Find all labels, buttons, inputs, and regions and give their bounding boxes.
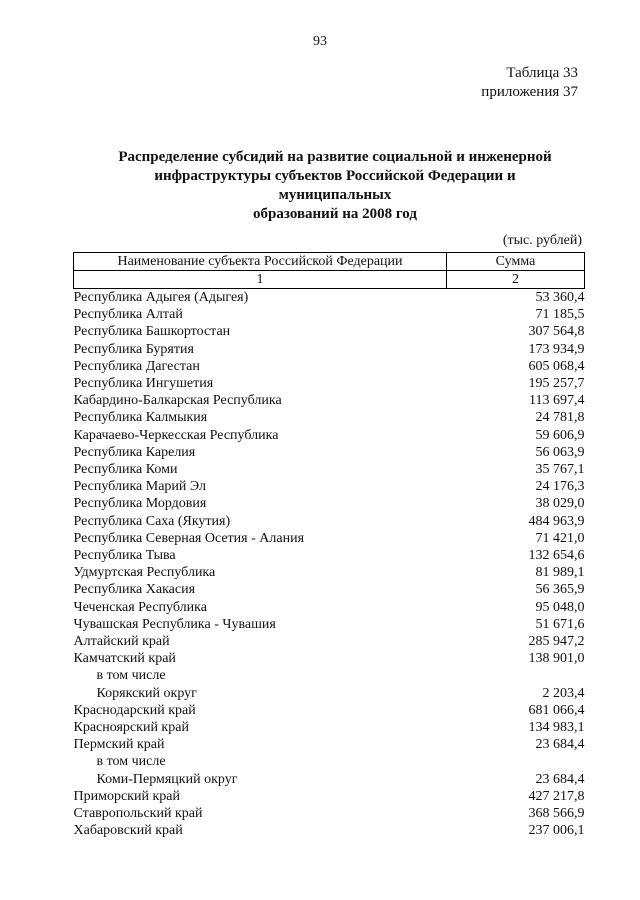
row-value: 59 606,9 (535, 427, 585, 443)
row-name: Республика Бурятия (73, 341, 194, 357)
header-sum: Сумма (447, 253, 585, 271)
row-value: 237 006,1 (528, 823, 585, 839)
table-row (74, 771, 585, 788)
table-row (74, 306, 585, 323)
document-title (100, 148, 570, 224)
row-name: Республика Дагестан (73, 358, 200, 374)
row-name: Республика Коми (73, 462, 178, 478)
row-value: 681 066,4 (528, 702, 585, 718)
table-row (74, 530, 585, 547)
row-value: 24 176,3 (535, 479, 585, 495)
row-value: 35 767,1 (535, 462, 585, 478)
row-name: Республика Адыгея (Адыгея) (73, 290, 249, 305)
row-name: Карачаево-Черкесская Республика (73, 427, 279, 443)
row-value: 173 934,9 (528, 341, 585, 357)
row-name: Коми-Пермяцкий округ (96, 771, 238, 787)
row-name: Корякский округ (96, 685, 197, 701)
column-number-1: 1 (74, 271, 447, 289)
row-name: Республика Саха (Якутия) (73, 513, 231, 529)
row-value: 605 068,4 (528, 358, 585, 374)
row-name: Ставропольский край (73, 806, 203, 822)
table-row (74, 323, 585, 340)
row-value: 23 684,4 (535, 737, 585, 753)
table-row (74, 753, 585, 770)
row-name: Республика Калмыкия (73, 410, 208, 426)
row-value: 71 185,5 (535, 307, 585, 323)
row-value: 56 063,9 (535, 444, 585, 460)
table-row (74, 719, 585, 736)
row-name: Республика Алтай (73, 307, 183, 323)
table-reference-line1: Таблица 33 (506, 65, 578, 81)
column-number-2: 2 (447, 271, 585, 289)
row-value: 427 217,8 (528, 788, 585, 804)
row-value: 95 048,0 (535, 599, 585, 615)
row-value: 2 203,4 (542, 685, 585, 701)
table-body (74, 289, 585, 840)
units-label: (тыс. рублей) (502, 233, 582, 248)
row-name: Камчатский край (73, 651, 176, 667)
row-name: в том числе (96, 754, 166, 770)
document-title-line3: образований на 2008 год (253, 206, 417, 222)
row-name: Республика Северная Осетия - Алания (73, 530, 305, 546)
row-value: 51 671,6 (535, 616, 585, 632)
table-row (74, 495, 585, 512)
column-number-row (74, 271, 585, 289)
row-value (447, 667, 585, 684)
row-name: Республика Ингушетия (73, 376, 214, 392)
row-value (447, 753, 585, 770)
row-name: Кабардино-Балкарская Республика (73, 393, 282, 409)
row-value: 484 963,9 (528, 513, 585, 529)
subsidy-table (73, 252, 585, 840)
table-row (74, 375, 585, 392)
row-value: 24 781,8 (535, 410, 585, 426)
table-row (74, 409, 585, 426)
row-value: 132 654,6 (528, 548, 585, 564)
document-title-line2: инфраструктуры субъектов Российской Федерации и муниципальных (154, 168, 516, 203)
row-name: Республика Хакасия (73, 582, 196, 598)
table-reference-line2: приложения 37 (481, 84, 578, 100)
table-row (74, 478, 585, 495)
row-name: Пермский край (73, 737, 165, 753)
header-name: Наименование субъекта Российской Федерации (74, 253, 447, 271)
table-row (74, 788, 585, 805)
table-row (74, 633, 585, 650)
table-row (74, 461, 585, 478)
row-value: 368 566,9 (528, 806, 585, 822)
table-row (74, 513, 585, 530)
table-row (74, 358, 585, 375)
table-row (74, 822, 585, 839)
table-row (74, 616, 585, 633)
row-value: 113 697,4 (529, 393, 585, 409)
table-row (74, 667, 585, 684)
table-row (74, 289, 585, 307)
row-name: Удмуртская Республика (73, 565, 216, 581)
row-value: 134 983,1 (528, 720, 585, 736)
row-name: Приморский край (73, 788, 180, 804)
row-name: Красноярский край (73, 720, 189, 736)
row-name: Краснодарский край (73, 702, 196, 718)
row-value: 307 564,8 (528, 324, 585, 340)
table-row (74, 564, 585, 581)
row-value: 285 947,2 (528, 634, 585, 650)
row-name: Хабаровский край (73, 823, 183, 839)
row-value: 56 365,9 (535, 582, 585, 598)
row-value: 81 989,1 (535, 565, 585, 581)
table-row (74, 547, 585, 564)
row-name: Республика Мордовия (73, 496, 207, 512)
row-value: 71 421,0 (535, 530, 585, 546)
row-name: Чувашская Республика - Чувашия (73, 616, 276, 632)
row-name: Алтайский край (73, 634, 170, 650)
row-name: Республика Карелия (73, 444, 196, 460)
table-row (74, 685, 585, 702)
table-row (74, 736, 585, 753)
table-reference (481, 64, 578, 102)
table-row (74, 392, 585, 409)
row-value: 195 257,7 (528, 376, 585, 392)
page-number: 93 (313, 34, 327, 49)
row-value: 23 684,4 (535, 771, 585, 787)
row-name: Республика Башкортостан (73, 324, 231, 340)
row-value: 53 360,4 (535, 290, 585, 305)
row-value: 138 901,0 (528, 651, 585, 667)
row-name: Чеченская Республика (73, 599, 207, 615)
table-row (74, 581, 585, 598)
document-title-line1: Распределение субсидий на развитие социальной и инженерной (118, 149, 552, 165)
row-value: 38 029,0 (535, 496, 585, 512)
table-head (74, 253, 585, 289)
row-name: в том числе (96, 668, 166, 684)
table-row (74, 702, 585, 719)
table-row (74, 427, 585, 444)
table-row (74, 341, 585, 358)
table-row (74, 444, 585, 461)
table-row (74, 805, 585, 822)
table-row (74, 650, 585, 667)
row-name: Республика Марий Эл (73, 479, 206, 495)
table-row (74, 599, 585, 616)
header-row (74, 253, 585, 271)
row-name: Республика Тыва (73, 548, 176, 564)
